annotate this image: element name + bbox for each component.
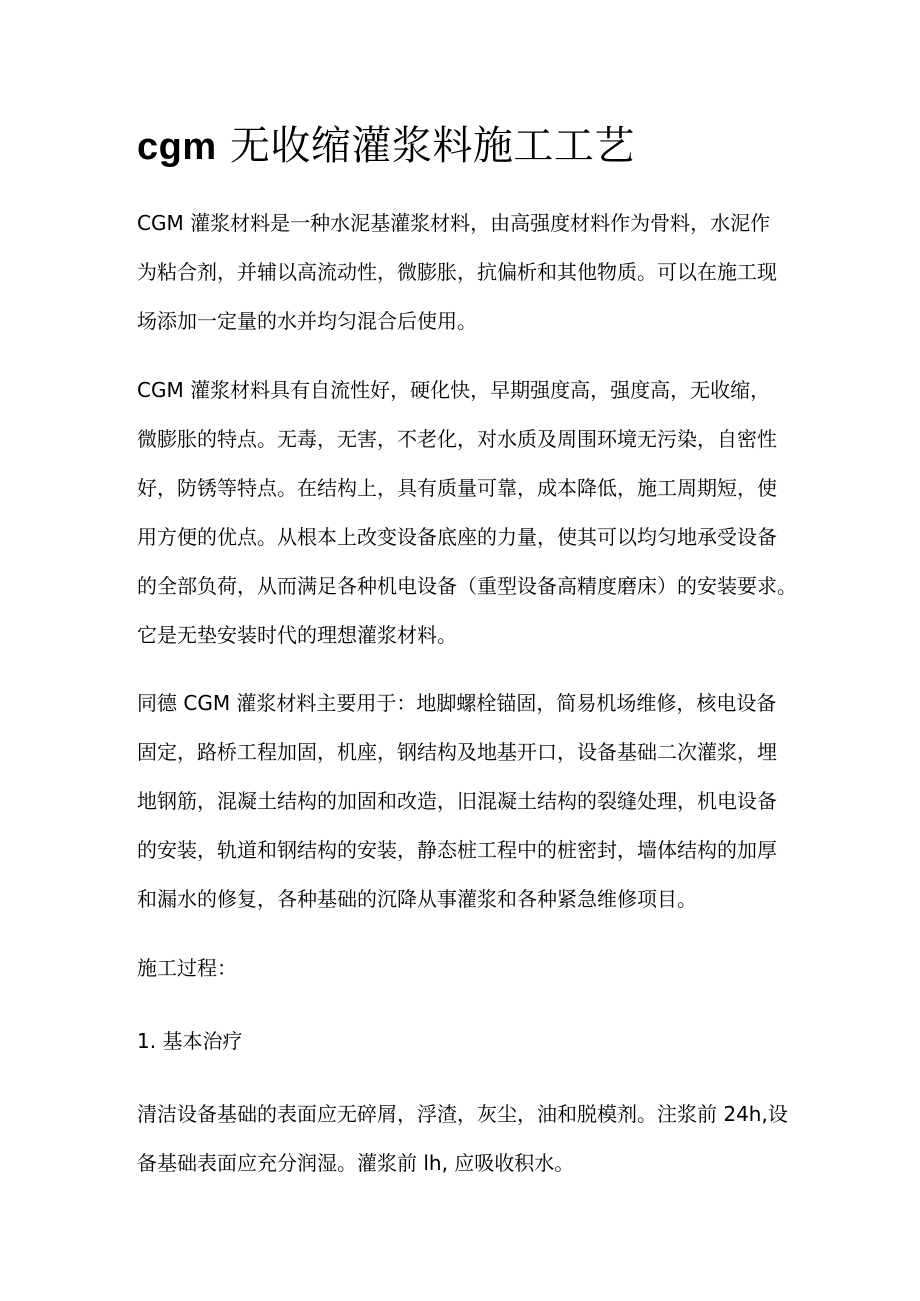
paragraph-line: 清洁设备基础的表面应无碎屑，浮渣，灰尘，油和脱模剂。注浆前 24h,设 bbox=[137, 1102, 788, 1126]
paragraph-line: CGM 灌浆材料具有自流性好，硬化快，早期强度高，强度高，无收缩， bbox=[137, 378, 771, 402]
paragraph-intro bbox=[137, 199, 793, 346]
step-heading-base-treatment bbox=[137, 1017, 793, 1066]
paragraph-line: 为粘合剂，并辅以高流动性，微膨胀，抗偏析和其他物质。可以在施工现 bbox=[137, 260, 777, 284]
paragraph-line: 场添加一定量的水并均匀混合后使用。 bbox=[137, 309, 477, 333]
paragraph-features bbox=[137, 366, 797, 660]
paragraph-line: 的全部负荷，从而满足各种机电设备（重型设备高精度磨床）的安装要求。 bbox=[137, 574, 797, 598]
paragraph-line: 同德 CGM 灌浆材料主要用于：地脚螺栓锚固，简易机场维修，核电设备 bbox=[137, 691, 777, 715]
paragraph-line: 好，防锈等特点。在结构上，具有质量可靠，成本降低，施工周期短，使 bbox=[137, 476, 777, 500]
paragraph-line: 固定，路桥工程加固，机座，钢结构及地基开口，设备基础二次灌浆，埋 bbox=[137, 740, 777, 764]
paragraph-line: 和漏水的修复，各种基础的沉降从事灌浆和各种紧急维修项目。 bbox=[137, 887, 697, 911]
document-title bbox=[137, 118, 635, 175]
paragraph-base-treatment bbox=[137, 1090, 793, 1188]
paragraph-line: 施工过程： bbox=[137, 956, 237, 980]
section-heading-process bbox=[137, 944, 793, 993]
paragraph-line: 微膨胀的特点。无毒，无害，不老化，对水质及周围环境无污染，自密性 bbox=[137, 427, 777, 451]
paragraph-line: 它是无垫安装时代的理想灌浆材料。 bbox=[137, 623, 457, 647]
paragraph-line: 地钢筋，混凝土结构的加固和改造，旧混凝土结构的裂缝处理，机电设备 bbox=[137, 789, 777, 813]
paragraph-line: 1. 基本治疗 bbox=[137, 1029, 243, 1053]
document-title-cjk: 无收缩灌浆料施工工艺 bbox=[229, 123, 635, 169]
paragraph-applications bbox=[137, 679, 793, 924]
document-title-latin: cgm bbox=[137, 126, 217, 168]
paragraph-line: CGM 灌浆材料是一种水泥基灌浆材料，由高强度材料作为骨料，水泥作 bbox=[137, 211, 771, 235]
paragraph-line: 用方便的优点。从根本上改变设备底座的力量，使其可以均匀地承受设备 bbox=[137, 525, 777, 549]
paragraph-line: 的安装，轨道和钢结构的安装，静态桩工程中的桩密封，墙体结构的加厚 bbox=[137, 838, 777, 862]
paragraph-line: 备基础表面应充分润湿。灌浆前 lh, 应吸收积水。 bbox=[137, 1151, 575, 1175]
